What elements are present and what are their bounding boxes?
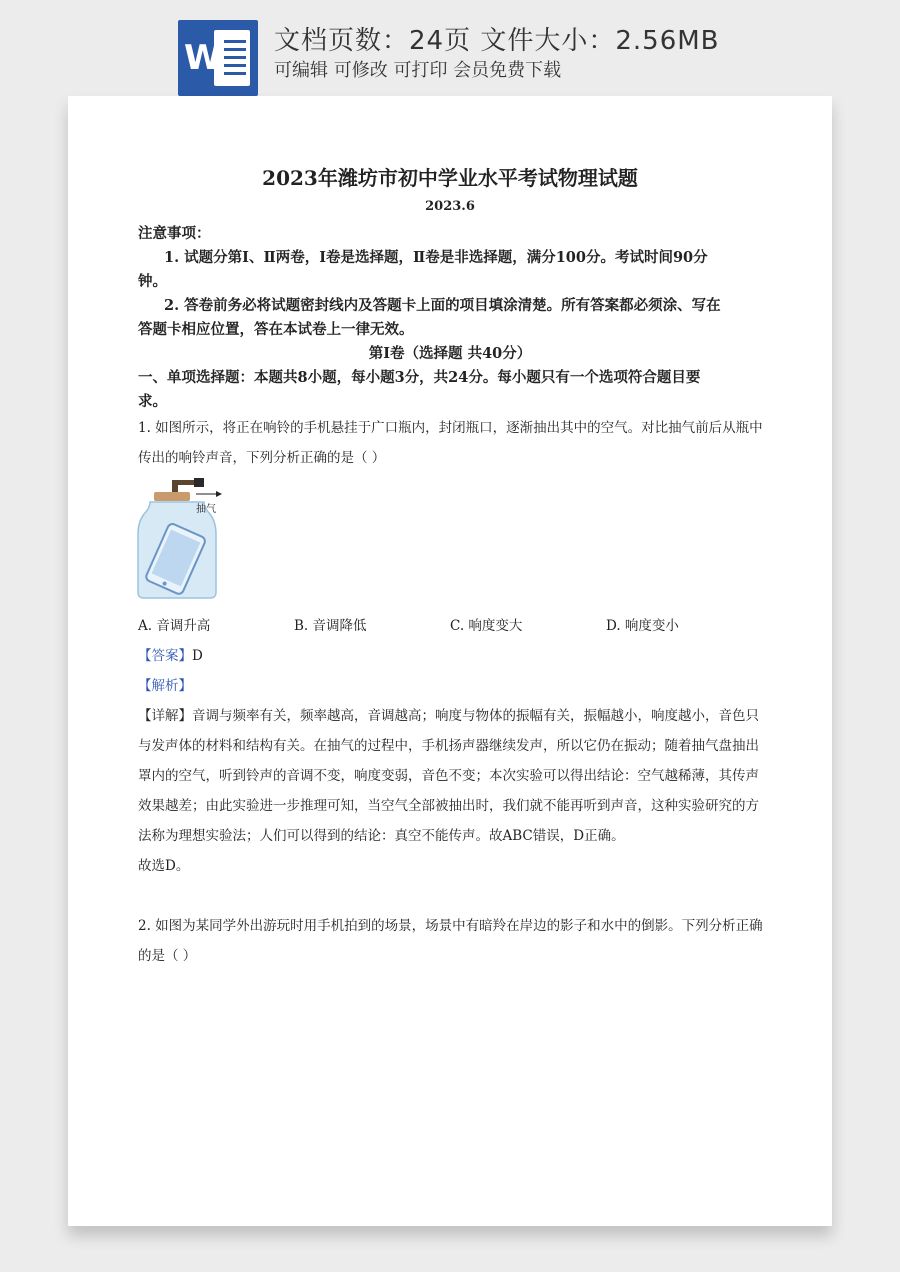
doc-line [224, 64, 246, 67]
detail-line-1 [138, 704, 759, 724]
question-1-line-1: 1. 如图所示，将正在响铃的手机悬挂于广口瓶内，封闭瓶口，逐渐抽出其中的空气。对比抽气前后从瓶中 [138, 420, 763, 436]
word-letter: W [184, 38, 222, 78]
detail-tag: 【详解】 [138, 708, 192, 724]
question-1-line-2: 传出的响铃声音，下列分析正确的是（ ） [138, 450, 386, 466]
notice-1-line-2: 钟。 [138, 273, 167, 290]
section-title: 第Ⅰ卷（选择题 共40分） [368, 345, 532, 362]
answer-value: D [192, 648, 203, 664]
detail-text-1: 音调与频率有关，频率越高，音调越高；响度与物体的振幅有关，振幅越小，响度越小，音色只 [192, 708, 759, 724]
notice-1-line-1: 1. 试题分第Ⅰ、Ⅱ两卷，Ⅰ卷是选择题，Ⅱ卷是非选择题，满分100分。考试时间90分 [164, 249, 708, 266]
doc-line [224, 48, 246, 51]
detail-line-3: 罩内的空气，听到铃声的音调不变，响度变弱，音色不变；本次实验可以得出结论：空气越稀薄，其传声 [138, 768, 759, 784]
detail-line-4: 效果越差；由此实验进一步推理可知，当空气全部被抽出时，我们就不能再听到声音，这种实验研究的方 [138, 798, 759, 814]
notice-heading: 注意事项： [138, 225, 211, 242]
doc-line [224, 40, 246, 43]
question-2-line-2: 的是（ ） [138, 948, 197, 964]
question-2-line-1: 2. 如图为某同学外出游玩时用手机拍到的场景，场景中有暗羚在岸边的影子和水中的倒影。下列分析正确 [138, 918, 763, 934]
exam-date: 2023.6 [425, 199, 475, 214]
figure-label-pump-air: 抽气 [196, 504, 216, 515]
word-doc-icon [178, 20, 258, 96]
doc-line [224, 56, 246, 59]
option-d: D. 响度变小 [606, 618, 679, 634]
analysis-tag: 【解析】 [138, 678, 192, 694]
exam-title: 2023年潍坊市初中学业水平考试物理试题 [262, 166, 638, 190]
banner-title: 文档页数：24页 文件大小：2.56MB [274, 26, 720, 56]
bell-jar-phone-figure [136, 478, 226, 600]
bell-jar-illustration [136, 478, 226, 600]
part-1-line-1: 一、单项选择题：本题共8小题，每小题3分，共24分。每小题只有一个选项符合题目要 [138, 369, 701, 386]
detail-line-5: 法称为理想实验法；人们可以得到的结论：真空不能传声。故ABC错误，D正确。 [138, 828, 625, 844]
detail-line-2: 与发声体的材料和结构有关。在抽气的过程中，手机扬声器继续发声，所以它仍在振动；随着抽气盘抽出 [138, 738, 759, 754]
banner-subtitle: 可编辑 可修改 可打印 会员免费下载 [274, 60, 562, 81]
option-a: A. 音调升高 [138, 618, 211, 634]
part-1-line-2: 求。 [138, 393, 167, 410]
option-b: B. 音调降低 [294, 618, 367, 634]
answer-tag: 【答案】 [138, 648, 192, 664]
choose-line: 故选D。 [138, 858, 190, 874]
notice-2-line-1: 2. 答卷前务必将试题密封线内及答题卡上面的项目填涂清楚。所有答案都必须涂、写在 [164, 297, 721, 314]
document-page [68, 96, 832, 1226]
option-c: C. 响度变大 [450, 618, 523, 634]
doc-line [224, 72, 246, 75]
notice-2-line-2: 答题卡相应位置，答在本试卷上一律无效。 [138, 321, 414, 338]
answer-line [138, 644, 203, 664]
download-banner [0, 0, 900, 98]
